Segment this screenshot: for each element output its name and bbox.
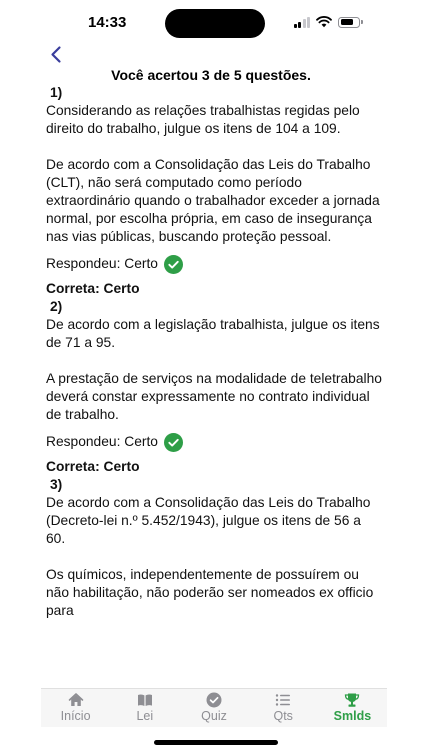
battery-icon	[338, 17, 360, 28]
status-bar	[0, 0, 422, 46]
book-icon	[137, 692, 153, 708]
home-indicator	[154, 740, 278, 745]
correct-answer-label: Correta: Certo	[46, 281, 140, 296]
question-number: 1)	[50, 85, 63, 100]
tab-label: Quiz	[201, 709, 227, 723]
nav-bar	[0, 44, 422, 84]
wifi-icon	[316, 16, 332, 28]
answered-label: Respondeu: Certo	[46, 256, 158, 271]
answered-label: Respondeu: Certo	[46, 434, 158, 449]
question-number: 2)	[50, 299, 63, 314]
chevron-left-icon	[46, 44, 68, 66]
tab-inicio[interactable]	[41, 689, 110, 727]
question-item	[46, 298, 382, 476]
tab-label: Início	[60, 709, 91, 723]
tab-qts[interactable]	[249, 689, 318, 727]
status-icons	[294, 16, 361, 28]
checkmark-circle-icon	[206, 692, 222, 708]
answer-row	[46, 254, 382, 274]
tab-lei[interactable]	[110, 689, 179, 727]
tab-quiz[interactable]	[179, 689, 248, 727]
cellular-signal-icon	[294, 17, 311, 28]
correct-answer-label: Correta: Certo	[46, 459, 140, 474]
back-button[interactable]	[46, 44, 68, 66]
house-icon	[68, 692, 84, 708]
checkmark-circle-icon	[164, 255, 183, 274]
question-item	[46, 84, 382, 298]
dynamic-island	[165, 9, 265, 38]
page-title: Você acertou 3 de 5 questões.	[111, 67, 311, 83]
list-icon	[275, 692, 291, 708]
results-list	[46, 84, 382, 620]
tab-label: Smlds	[333, 709, 372, 723]
question-prompt: De acordo com a Consolidação das Leis do Trabalho (Decreto-lei n.º 5.452/1943), julgue os itens de 56 a 60.	[46, 495, 371, 546]
tab-label: Lei	[136, 709, 154, 723]
checkmark-circle-icon	[164, 433, 183, 452]
question-prompt: De acordo com a legislação trabalhista, julgue os itens de 71 a 95.	[46, 317, 380, 350]
question-statement: Os químicos, independentemente de possuírem ou não habilitação, não poderão ser nomeados ex officio para	[46, 567, 374, 618]
answer-row	[46, 432, 382, 452]
tab-label: Qts	[273, 709, 293, 723]
question-statement: A prestação de serviços na modalidade de teletrabalho deverá constar expressamente no contrato individual de trabalho.	[46, 371, 382, 422]
trophy-icon	[344, 692, 360, 708]
question-statement: De acordo com a Consolidação das Leis do Trabalho (CLT), não será computado como período extraordinário quando o trabalhador exceder a jornada normal, por escolha própria, em caso de insegurança nas vias públicas, buscando proteção pessoal.	[46, 157, 380, 244]
question-item	[46, 476, 382, 620]
tab-bar	[41, 688, 387, 727]
question-number: 3)	[50, 477, 63, 492]
tab-smlds[interactable]	[318, 689, 387, 727]
question-prompt: Considerando as relações trabalhistas regidas pelo direito do trabalho, julgue os itens de 104 a 109.	[46, 103, 360, 136]
status-time: 14:33	[88, 14, 127, 31]
